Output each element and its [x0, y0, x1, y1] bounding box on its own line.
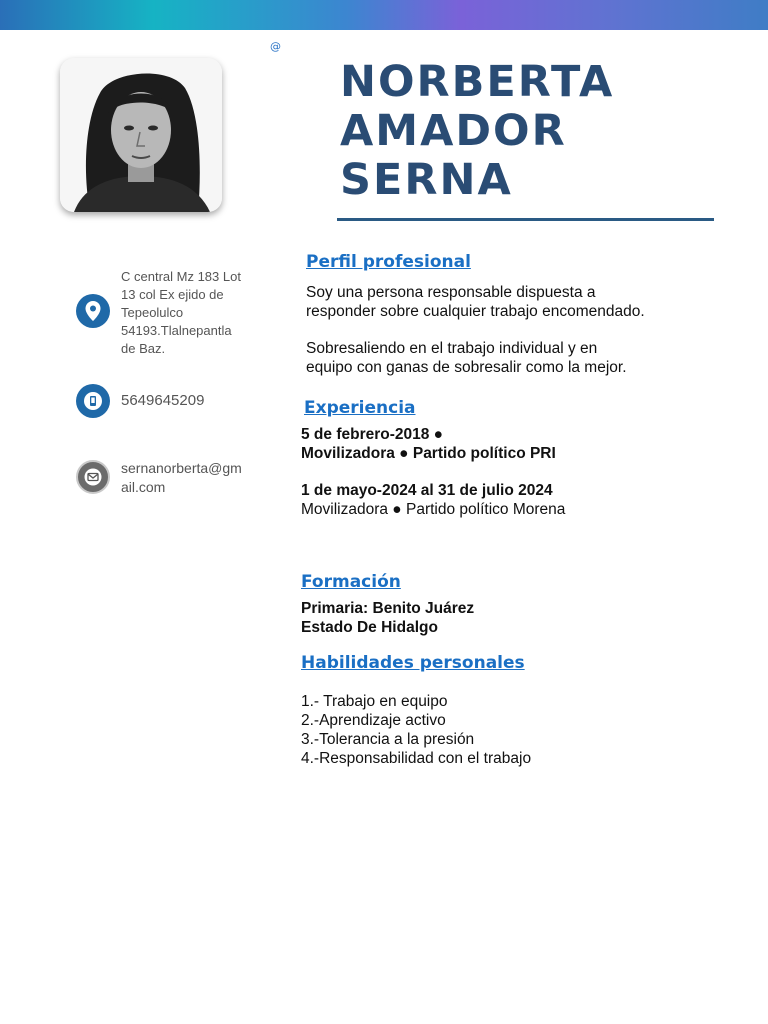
address-line: Tepeolulco: [121, 305, 184, 320]
full-name: [340, 58, 740, 205]
email-line: ail.com: [121, 479, 166, 495]
habilidades-heading: Habilidades personales: [301, 653, 525, 673]
perfil-line: Soy una persona responsable dispuesta a: [306, 284, 596, 301]
perfil-line: equipo con ganas de sobresalir como la mejor.: [306, 359, 627, 376]
job-1-role: Movilizadora ● Partido político PRI: [301, 445, 556, 462]
formacion-school: Primaria: Benito Juárez: [301, 600, 475, 617]
address-line: de Baz.: [121, 341, 166, 356]
name-underline-rule: [337, 218, 714, 221]
address-line: 54193.Tlalnepantla: [121, 323, 232, 338]
job-2-role: Movilizadora ● Partido político Morena: [301, 501, 566, 518]
perfil-line: responder sobre cualquier trabajo encomendado.: [306, 303, 645, 320]
formacion-heading: Formación: [301, 572, 401, 592]
list-item: 1.- Trabajo en equipo: [301, 693, 448, 710]
name-first: NORBERTA: [340, 57, 615, 107]
list-item: 2.-Aprendizaje activo: [301, 712, 446, 729]
job-1-date: 5 de febrero-2018 ●: [301, 426, 444, 443]
list-item: 4.-Responsabilidad con el trabajo: [301, 750, 532, 767]
location-pin-icon: [76, 294, 110, 328]
perfil-line: Sobresaliendo en el trabajo individual y en: [306, 340, 598, 357]
top-gradient-band: [0, 0, 768, 30]
job-2-date: 1 de mayo-2024 al 31 de julio 2024: [301, 482, 553, 499]
name-last: SERNA: [340, 155, 513, 205]
phone-number: 5649645209: [121, 392, 205, 409]
formacion-location: Estado De Hidalgo: [301, 619, 438, 636]
email-address[interactable]: [121, 459, 261, 497]
name-middle: AMADOR: [340, 106, 567, 156]
list-item: 3.-Tolerancia a la presión: [301, 731, 475, 748]
experiencia-heading: Experiencia: [304, 398, 416, 418]
habilidades-list: [301, 692, 531, 768]
address-line: 13 col Ex ejido de: [121, 287, 224, 302]
perfil-paragraph-2: [306, 339, 627, 377]
profile-photo: [60, 58, 222, 212]
address-line: C central Mz 183 Lot: [121, 269, 241, 284]
mail-icon: [76, 460, 110, 494]
job-1: [301, 425, 556, 463]
email-line: sernanorberta@gm: [121, 460, 242, 476]
phone-icon: [76, 384, 110, 418]
perfil-paragraph-1: [306, 283, 645, 321]
formacion-details: [301, 599, 474, 637]
perfil-heading: Perfil profesional: [306, 252, 471, 272]
at-symbol: @: [270, 40, 281, 53]
address-block: [121, 268, 261, 358]
job-2: [301, 481, 565, 519]
